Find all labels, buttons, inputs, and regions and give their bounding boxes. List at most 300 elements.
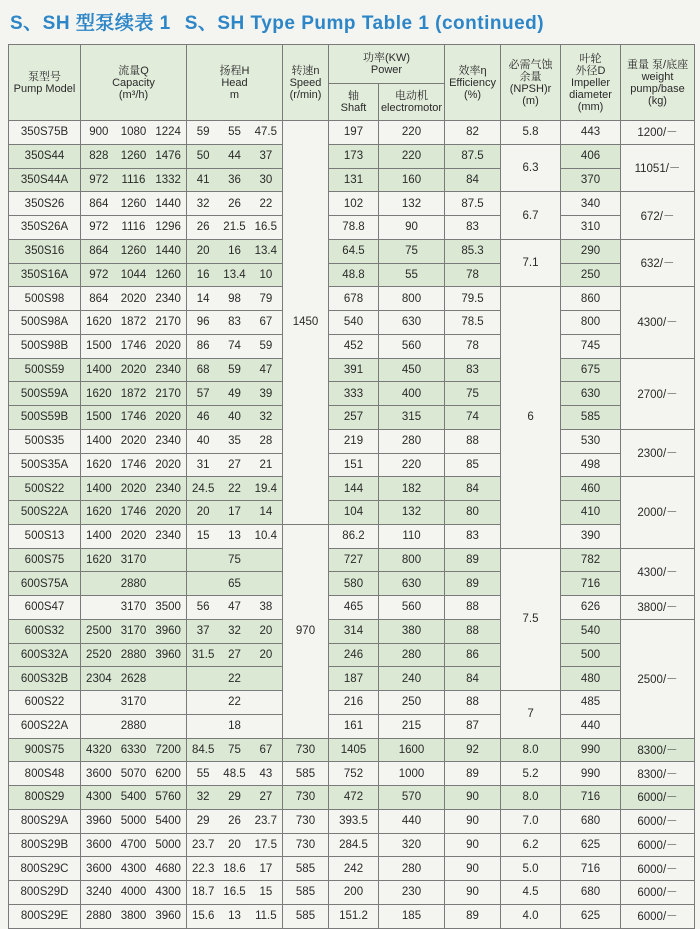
weight-cell: 4300/－ bbox=[621, 287, 695, 358]
head-value: 15 bbox=[259, 886, 273, 899]
head-value: 21 bbox=[259, 458, 273, 471]
capacity-value: 1872 bbox=[120, 387, 147, 400]
capacity-value: 2020 bbox=[155, 411, 181, 424]
head-value: 18.6 bbox=[223, 862, 246, 875]
header-impeller: 叶轮 外径D Impeller diameter (mm) bbox=[561, 45, 621, 121]
head-value: 47 bbox=[259, 363, 273, 376]
impeller-diameter-cell: 680 bbox=[561, 809, 621, 833]
motor-power-cell: 315 bbox=[379, 406, 445, 430]
head-value: 86 bbox=[196, 340, 210, 353]
head-value: 96 bbox=[196, 316, 210, 329]
capacity-value: 4700 bbox=[120, 838, 147, 851]
capacity-value: 2340 bbox=[155, 482, 181, 495]
impeller-diameter-cell: 860 bbox=[561, 287, 621, 311]
head-value: 40 bbox=[228, 411, 241, 424]
efficiency-cell: 90 bbox=[445, 833, 501, 857]
pump-model-cell: 350S16 bbox=[9, 239, 81, 263]
efficiency-cell: 83 bbox=[445, 216, 501, 240]
speed-cell: 1450 bbox=[283, 121, 329, 525]
head-cell bbox=[187, 168, 283, 192]
capacity-value: 1224 bbox=[155, 126, 181, 139]
head-value: 75 bbox=[228, 743, 241, 756]
weight-cell: 8300/－ bbox=[621, 762, 695, 786]
capacity-value: 2020 bbox=[155, 458, 181, 471]
capacity-value: 4300 bbox=[155, 886, 181, 899]
impeller-diameter-cell: 675 bbox=[561, 358, 621, 382]
capacity-value: 1296 bbox=[155, 221, 181, 234]
weight-cell: 6000/－ bbox=[621, 857, 695, 881]
capacity-value: 2020 bbox=[120, 482, 147, 495]
capacity-value: 2500 bbox=[86, 625, 112, 638]
capacity-value: 6330 bbox=[120, 743, 147, 756]
shaft-power-cell: 78.8 bbox=[329, 216, 379, 240]
motor-power-cell: 280 bbox=[379, 429, 445, 453]
title-en: S、SH Type Pump Table 1 (continued) bbox=[184, 13, 545, 34]
shaft-power-cell: 173 bbox=[329, 144, 379, 168]
table-row bbox=[9, 144, 695, 168]
shaft-power-cell: 257 bbox=[329, 406, 379, 430]
capacity-value: 1116 bbox=[121, 221, 146, 234]
head-value: 37 bbox=[259, 150, 273, 163]
motor-power-cell: 630 bbox=[379, 311, 445, 335]
table-row bbox=[9, 192, 695, 216]
head-value: 23.7 bbox=[191, 838, 215, 851]
capacity-value: 5070 bbox=[120, 767, 147, 780]
impeller-diameter-cell: 290 bbox=[561, 239, 621, 263]
head-value: 22 bbox=[228, 672, 241, 685]
head-cell bbox=[187, 691, 283, 715]
npsh-cell: 5.8 bbox=[501, 121, 561, 145]
motor-power-cell: 182 bbox=[379, 477, 445, 501]
motor-power-cell: 132 bbox=[379, 192, 445, 216]
table-row bbox=[9, 881, 695, 905]
efficiency-cell: 78 bbox=[445, 334, 501, 358]
capacity-value: 2340 bbox=[155, 530, 181, 543]
capacity-cell bbox=[81, 382, 187, 406]
head-value: 29 bbox=[228, 791, 241, 804]
table-row bbox=[9, 406, 695, 430]
impeller-diameter-cell: 370 bbox=[561, 168, 621, 192]
capacity-value: 3960 bbox=[86, 815, 112, 828]
efficiency-cell: 84 bbox=[445, 168, 501, 192]
capacity-value: 1476 bbox=[155, 150, 181, 163]
motor-power-cell: 570 bbox=[379, 786, 445, 810]
impeller-diameter-cell: 716 bbox=[561, 572, 621, 596]
speed-cell: 585 bbox=[283, 857, 329, 881]
head-value: 36 bbox=[228, 173, 241, 186]
capacity-value: 1620 bbox=[86, 553, 112, 566]
motor-power-cell: 800 bbox=[379, 548, 445, 572]
head-value: 40 bbox=[196, 435, 210, 448]
capacity-value: 1440 bbox=[155, 197, 181, 210]
capacity-value: 3170 bbox=[120, 625, 147, 638]
npsh-cell: 4.5 bbox=[501, 881, 561, 905]
impeller-diameter-cell: 990 bbox=[561, 738, 621, 762]
head-cell bbox=[187, 406, 283, 430]
motor-power-cell: 440 bbox=[379, 809, 445, 833]
head-cell bbox=[187, 596, 283, 620]
table-row bbox=[9, 334, 695, 358]
weight-cell: 672/－ bbox=[621, 192, 695, 240]
head-value: 15.6 bbox=[191, 910, 215, 923]
table-row bbox=[9, 524, 695, 548]
head-cell bbox=[187, 311, 283, 335]
capacity-value: 2020 bbox=[120, 292, 147, 305]
capacity-value: 1620 bbox=[86, 387, 112, 400]
efficiency-cell: 86 bbox=[445, 643, 501, 667]
capacity-cell bbox=[81, 904, 187, 928]
table-row bbox=[9, 786, 695, 810]
motor-power-cell: 800 bbox=[379, 287, 445, 311]
capacity-value: 1500 bbox=[86, 411, 112, 424]
capacity-value: 1620 bbox=[86, 316, 112, 329]
head-cell bbox=[187, 857, 283, 881]
capacity-value: 2340 bbox=[155, 292, 181, 305]
weight-cell: 6000/－ bbox=[621, 881, 695, 905]
weight-cell: 632/－ bbox=[621, 239, 695, 287]
weight-cell: 11051/－ bbox=[621, 144, 695, 192]
head-cell bbox=[187, 714, 283, 738]
capacity-value: 2020 bbox=[155, 340, 181, 353]
weight-cell: 6000/－ bbox=[621, 833, 695, 857]
head-value: 29 bbox=[196, 815, 210, 828]
head-value: 55 bbox=[196, 767, 210, 780]
capacity-value: 2020 bbox=[120, 363, 147, 376]
capacity-value: 5400 bbox=[120, 791, 147, 804]
table-row bbox=[9, 857, 695, 881]
capacity-value: 1400 bbox=[86, 435, 112, 448]
npsh-cell: 6.3 bbox=[501, 144, 561, 192]
impeller-diameter-cell: 340 bbox=[561, 192, 621, 216]
impeller-diameter-cell: 540 bbox=[561, 619, 621, 643]
head-cell bbox=[187, 382, 283, 406]
pump-model-cell: 600S22A bbox=[9, 714, 81, 738]
table-row bbox=[9, 619, 695, 643]
pump-model-cell: 350S44A bbox=[9, 168, 81, 192]
shaft-power-cell: 48.8 bbox=[329, 263, 379, 287]
table-row bbox=[9, 572, 695, 596]
pump-model-cell: 600S47 bbox=[9, 596, 81, 620]
speed-cell: 730 bbox=[283, 786, 329, 810]
efficiency-cell: 90 bbox=[445, 881, 501, 905]
impeller-diameter-cell: 498 bbox=[561, 453, 621, 477]
efficiency-cell: 82 bbox=[445, 121, 501, 145]
capacity-value: 972 bbox=[89, 173, 109, 186]
speed-cell: 730 bbox=[283, 809, 329, 833]
head-value: 28 bbox=[259, 435, 273, 448]
capacity-value: 2340 bbox=[155, 363, 181, 376]
motor-power-cell: 320 bbox=[379, 833, 445, 857]
shaft-power-cell: 333 bbox=[329, 382, 379, 406]
table-row bbox=[9, 738, 695, 762]
capacity-value: 5000 bbox=[155, 838, 181, 851]
header-head: 扬程H Head m bbox=[187, 45, 283, 121]
pump-model-cell: 800S29A bbox=[9, 809, 81, 833]
head-value: 20 bbox=[259, 625, 273, 638]
efficiency-cell: 83 bbox=[445, 524, 501, 548]
efficiency-cell: 88 bbox=[445, 429, 501, 453]
header-speed: 转速n Speed (r/min) bbox=[283, 45, 329, 121]
weight-cell: 1200/－ bbox=[621, 121, 695, 145]
title-cn: S、SH 型泵续表 1 bbox=[10, 13, 171, 34]
shaft-power-cell: 161 bbox=[329, 714, 379, 738]
head-value: 20 bbox=[196, 506, 210, 519]
head-value: 50 bbox=[196, 150, 210, 163]
shaft-power-cell: 131 bbox=[329, 168, 379, 192]
weight-cell: 2000/－ bbox=[621, 477, 695, 548]
shaft-power-cell: 242 bbox=[329, 857, 379, 881]
shaft-power-cell: 465 bbox=[329, 596, 379, 620]
head-value: 16 bbox=[228, 245, 241, 258]
pump-model-cell: 350S44 bbox=[9, 144, 81, 168]
capacity-cell bbox=[81, 311, 187, 335]
head-value: 17.5 bbox=[254, 838, 278, 851]
pump-model-cell: 350S26A bbox=[9, 216, 81, 240]
efficiency-cell: 89 bbox=[445, 548, 501, 572]
head-value: 11.5 bbox=[255, 910, 277, 923]
header-motor: 电动机 electromotor bbox=[379, 84, 445, 121]
shaft-power-cell: 284.5 bbox=[329, 833, 379, 857]
pump-model-cell: 600S32B bbox=[9, 667, 81, 691]
efficiency-cell: 80 bbox=[445, 501, 501, 525]
pump-model-cell: 500S98A bbox=[9, 311, 81, 335]
head-value: 56 bbox=[196, 601, 210, 614]
npsh-cell: 7.1 bbox=[501, 239, 561, 287]
capacity-value: 5760 bbox=[155, 791, 181, 804]
capacity-cell bbox=[81, 358, 187, 382]
head-value: 18.7 bbox=[191, 886, 215, 899]
efficiency-cell: 89 bbox=[445, 572, 501, 596]
npsh-cell: 8.0 bbox=[501, 786, 561, 810]
head-value: 26 bbox=[196, 221, 210, 234]
head-value: 84.5 bbox=[191, 743, 215, 756]
pump-model-cell: 500S35 bbox=[9, 429, 81, 453]
efficiency-cell: 75 bbox=[445, 382, 501, 406]
capacity-value: 4680 bbox=[155, 862, 181, 875]
pump-model-cell: 800S29D bbox=[9, 881, 81, 905]
pump-model-cell: 350S26 bbox=[9, 192, 81, 216]
capacity-cell bbox=[81, 239, 187, 263]
impeller-diameter-cell: 480 bbox=[561, 667, 621, 691]
efficiency-cell: 88 bbox=[445, 691, 501, 715]
head-value: 19.4 bbox=[254, 482, 278, 495]
impeller-diameter-cell: 800 bbox=[561, 311, 621, 335]
head-value: 31 bbox=[196, 458, 210, 471]
pump-model-cell: 500S59A bbox=[9, 382, 81, 406]
npsh-cell: 6.2 bbox=[501, 833, 561, 857]
header-shaft: 轴 Shaft bbox=[329, 84, 379, 121]
impeller-diameter-cell: 460 bbox=[561, 477, 621, 501]
capacity-value: 2340 bbox=[155, 435, 181, 448]
capacity-cell bbox=[81, 667, 187, 691]
speed-cell: 585 bbox=[283, 881, 329, 905]
pump-table bbox=[8, 44, 695, 929]
shaft-power-cell: 452 bbox=[329, 334, 379, 358]
head-value: 13.4 bbox=[254, 245, 278, 258]
capacity-value: 2020 bbox=[120, 530, 147, 543]
impeller-diameter-cell: 782 bbox=[561, 548, 621, 572]
capacity-value: 972 bbox=[89, 221, 109, 234]
capacity-value: 864 bbox=[89, 245, 109, 258]
table-body bbox=[9, 121, 695, 929]
npsh-cell: 5.0 bbox=[501, 857, 561, 881]
table-row bbox=[9, 358, 695, 382]
head-value: 67 bbox=[259, 743, 273, 756]
shaft-power-cell: 64.5 bbox=[329, 239, 379, 263]
head-value: 22 bbox=[259, 197, 273, 210]
efficiency-cell: 74 bbox=[445, 406, 501, 430]
capacity-value: 1080 bbox=[120, 126, 147, 139]
weight-cell: 3800/－ bbox=[621, 596, 695, 620]
table-row bbox=[9, 833, 695, 857]
head-cell bbox=[187, 619, 283, 643]
head-value: 75 bbox=[228, 553, 241, 566]
impeller-diameter-cell: 530 bbox=[561, 429, 621, 453]
head-cell bbox=[187, 786, 283, 810]
table-row bbox=[9, 239, 695, 263]
header-npsh: 必需气蚀 余量 (NPSH)r (m) bbox=[501, 45, 561, 121]
efficiency-cell: 83 bbox=[445, 358, 501, 382]
capacity-cell bbox=[81, 453, 187, 477]
capacity-cell bbox=[81, 501, 187, 525]
impeller-diameter-cell: 443 bbox=[561, 121, 621, 145]
head-cell bbox=[187, 477, 283, 501]
capacity-value: 1260 bbox=[155, 268, 181, 281]
impeller-diameter-cell: 406 bbox=[561, 144, 621, 168]
efficiency-cell: 88 bbox=[445, 619, 501, 643]
head-cell bbox=[187, 287, 283, 311]
efficiency-cell: 78 bbox=[445, 263, 501, 287]
shaft-power-cell: 472 bbox=[329, 786, 379, 810]
head-value: 16.5 bbox=[223, 886, 246, 899]
head-value: 27 bbox=[228, 458, 241, 471]
head-cell bbox=[187, 643, 283, 667]
head-value: 44 bbox=[228, 150, 241, 163]
speed-cell: 730 bbox=[283, 738, 329, 762]
impeller-diameter-cell: 716 bbox=[561, 786, 621, 810]
capacity-value: 3240 bbox=[86, 886, 112, 899]
impeller-diameter-cell: 716 bbox=[561, 857, 621, 881]
table-row bbox=[9, 121, 695, 145]
impeller-diameter-cell: 680 bbox=[561, 881, 621, 905]
table-row bbox=[9, 477, 695, 501]
motor-power-cell: 220 bbox=[379, 453, 445, 477]
table-row bbox=[9, 667, 695, 691]
head-value: 47.5 bbox=[254, 126, 278, 139]
capacity-value: 828 bbox=[89, 150, 109, 163]
capacity-value: 1332 bbox=[155, 173, 181, 186]
capacity-value: 2880 bbox=[120, 577, 147, 590]
pump-model-cell: 350S75B bbox=[9, 121, 81, 145]
motor-power-cell: 1000 bbox=[379, 762, 445, 786]
head-value: 16 bbox=[196, 268, 210, 281]
capacity-cell bbox=[81, 192, 187, 216]
pump-model-cell: 350S16A bbox=[9, 263, 81, 287]
pump-model-cell: 500S59 bbox=[9, 358, 81, 382]
capacity-value: 972 bbox=[89, 268, 109, 281]
shaft-power-cell: 678 bbox=[329, 287, 379, 311]
head-value: 14 bbox=[196, 292, 210, 305]
weight-cell: 2300/－ bbox=[621, 429, 695, 477]
impeller-diameter-cell: 250 bbox=[561, 263, 621, 287]
impeller-diameter-cell: 485 bbox=[561, 691, 621, 715]
efficiency-cell: 92 bbox=[445, 738, 501, 762]
efficiency-cell: 84 bbox=[445, 477, 501, 501]
table-row bbox=[9, 548, 695, 572]
shaft-power-cell: 86.2 bbox=[329, 524, 379, 548]
head-value: 47 bbox=[228, 601, 241, 614]
capacity-value: 6200 bbox=[155, 767, 181, 780]
head-value: 20 bbox=[228, 838, 241, 851]
head-value: 59 bbox=[259, 340, 273, 353]
capacity-value: 1500 bbox=[86, 340, 112, 353]
capacity-value: 2880 bbox=[120, 720, 147, 733]
capacity-value: 5000 bbox=[120, 815, 147, 828]
head-cell bbox=[187, 263, 283, 287]
capacity-value: 1440 bbox=[155, 245, 181, 258]
capacity-cell bbox=[81, 714, 187, 738]
head-cell bbox=[187, 738, 283, 762]
pump-model-cell: 500S98 bbox=[9, 287, 81, 311]
npsh-cell: 7.5 bbox=[501, 548, 561, 691]
impeller-diameter-cell: 625 bbox=[561, 904, 621, 928]
head-value: 49 bbox=[228, 387, 241, 400]
impeller-diameter-cell: 410 bbox=[561, 501, 621, 525]
efficiency-cell: 88 bbox=[445, 596, 501, 620]
capacity-value: 3800 bbox=[120, 910, 147, 923]
pump-model-cell: 500S13 bbox=[9, 524, 81, 548]
pump-model-cell: 500S59B bbox=[9, 406, 81, 430]
head-cell bbox=[187, 429, 283, 453]
head-value: 16.5 bbox=[254, 221, 278, 234]
shaft-power-cell: 187 bbox=[329, 667, 379, 691]
head-value: 39 bbox=[259, 387, 273, 400]
pump-model-cell: 600S75A bbox=[9, 572, 81, 596]
shaft-power-cell: 102 bbox=[329, 192, 379, 216]
table-row bbox=[9, 168, 695, 192]
capacity-value: 5400 bbox=[155, 815, 181, 828]
head-value: 17 bbox=[228, 506, 241, 519]
motor-power-cell: 450 bbox=[379, 358, 445, 382]
shaft-power-cell: 391 bbox=[329, 358, 379, 382]
head-cell bbox=[187, 762, 283, 786]
table-row bbox=[9, 501, 695, 525]
capacity-value: 2880 bbox=[86, 910, 112, 923]
table-row bbox=[9, 311, 695, 335]
shaft-power-cell: 151.2 bbox=[329, 904, 379, 928]
motor-power-cell: 55 bbox=[379, 263, 445, 287]
capacity-value: 2628 bbox=[120, 672, 147, 685]
head-value: 59 bbox=[196, 126, 210, 139]
table-row bbox=[9, 287, 695, 311]
head-value: 32 bbox=[196, 197, 210, 210]
pump-model-cell: 900S75 bbox=[9, 738, 81, 762]
capacity-value: 864 bbox=[89, 292, 109, 305]
capacity-value: 1620 bbox=[86, 458, 112, 471]
motor-power-cell: 220 bbox=[379, 144, 445, 168]
table-row bbox=[9, 596, 695, 620]
capacity-value: 3170 bbox=[120, 553, 147, 566]
head-value: 74 bbox=[228, 340, 241, 353]
head-value: 17 bbox=[259, 862, 273, 875]
table-row bbox=[9, 263, 695, 287]
speed-cell: 585 bbox=[283, 762, 329, 786]
head-cell bbox=[187, 334, 283, 358]
table-row bbox=[9, 216, 695, 240]
pump-model-cell: 800S48 bbox=[9, 762, 81, 786]
efficiency-cell: 79.5 bbox=[445, 287, 501, 311]
head-value: 20 bbox=[259, 648, 273, 661]
